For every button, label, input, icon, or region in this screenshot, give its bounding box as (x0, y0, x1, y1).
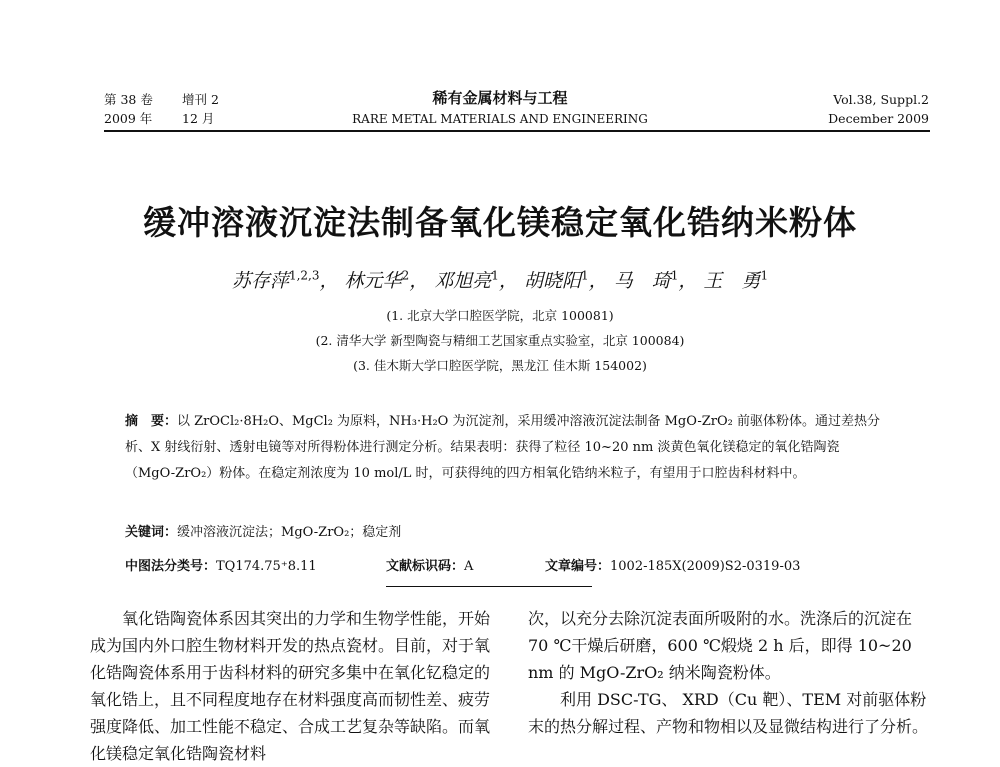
author: 苏存萍$^{1,2,3}$， (231, 268, 339, 292)
body-column-right (528, 605, 932, 740)
header-volume-en: Vol.38, Suppl.2 (833, 92, 929, 107)
header-rule (104, 130, 930, 132)
keywords-text: 缓冲溶液沉淀法；MgO-ZrO₂；稳定剂 (177, 525, 402, 540)
header-volume-cn: 第 38 卷 (104, 92, 153, 107)
affiliation: (2. 清华大学 新型陶瓷与精细工艺国家重点实验室，北京 100084) (315, 333, 685, 348)
header-month-cn: 12 月 (182, 111, 215, 126)
doc-code-label: 文献标识码： (386, 559, 465, 574)
doc-code-value: A (464, 559, 474, 574)
header-year-cn: 2009 年 (104, 111, 153, 126)
article-number-label: 文章编号： (545, 559, 611, 574)
header-journal-en: RARE METAL MATERIALS AND ENGINEERING (352, 112, 648, 126)
body-paragraph: 氧化锆陶瓷体系因其突出的力学和生物学性能，开始成为国内外口腔生物材料开发的热点瓷材。目前，对于氧化锆陶瓷体系用于齿科材料的研究多集中在氧化钇稳定的氧化锆上，且不同程度地存在材料强度高而韧性差、疲劳强度降低、加工性能不稳定、合成工艺复杂等缺陷。而氧化镁稳定氧化锆陶瓷材料 (90, 609, 491, 763)
article-number (545, 555, 800, 574)
classification-label: 中图法分类号： (125, 559, 217, 574)
header-date-en: December 2009 (828, 111, 929, 126)
abstract-text: 以 ZrOCl₂·8H₂O、MgCl₂ 为原料，NH₃·H₂O 为沉淀剂，采用缓冲溶液沉淀法制备 MgO-ZrO₂ 前驱体粉体。通过差热分析、X 射线衍射、透射电镜等对所得粉体进行测定分析。结果表明：获得了粒径 10~20 nm 淡黄色氧化镁稳定的氧化锆陶瓷（MgO-ZrO₂）粉体。在稳定剂浓度为 10 mol/L 时，可获得纯的四方相氧化锆纳米粒子，有望用于口腔齿科材料中。 (125, 414, 880, 481)
author: 马 琦$^1$， (613, 268, 698, 292)
affiliation: (3. 佳木斯大学口腔医学院，黑龙江 佳木斯 154002) (353, 358, 647, 373)
header-journal-cn: 稀有金属材料与工程 (432, 89, 568, 107)
body-paragraph: 利用 DSC-TG、 XRD（Cu 靶）、TEM 对前驱体粉末的热分解过程、产物和物相以及显微结构进行了分析。 (528, 690, 929, 736)
section-rule (386, 586, 592, 587)
article-number-value: 1002-185X(2009)S2-0319-03 (610, 559, 801, 574)
affiliation: (1. 北京大学口腔医学院，北京 100081) (386, 308, 614, 323)
doc-code (386, 555, 473, 574)
keywords (125, 521, 401, 540)
author-list (0, 266, 1000, 293)
body-column-left (90, 605, 492, 767)
author: 邓旭亮$^1$， (434, 268, 518, 292)
author: 林元华$^2$， (344, 268, 429, 292)
header-issue-cn: 增刊 2 (182, 92, 219, 107)
author: 胡晓阳$^1$， (523, 268, 608, 292)
keywords-label: 关键词： (125, 525, 178, 540)
classification (125, 555, 317, 574)
abstract-label: 摘 要： (125, 414, 178, 429)
abstract (125, 409, 885, 487)
classification-value: TQ174.75⁺8.11 (216, 559, 317, 574)
body-paragraph: 次，以充分去除沉淀表面所吸附的水。洗涤后的沉淀在 70 ℃干燥后研磨，600 ℃煅烧 2 h 后，即得 10~20 nm 的 MgO-ZrO₂ 纳米陶瓷粉体。 (528, 609, 913, 682)
paper-title: 缓冲溶液沉淀法制备氧化镁稳定氧化锆纳米粉体 (143, 203, 857, 242)
author: 王 勇$^1$ (703, 268, 769, 292)
